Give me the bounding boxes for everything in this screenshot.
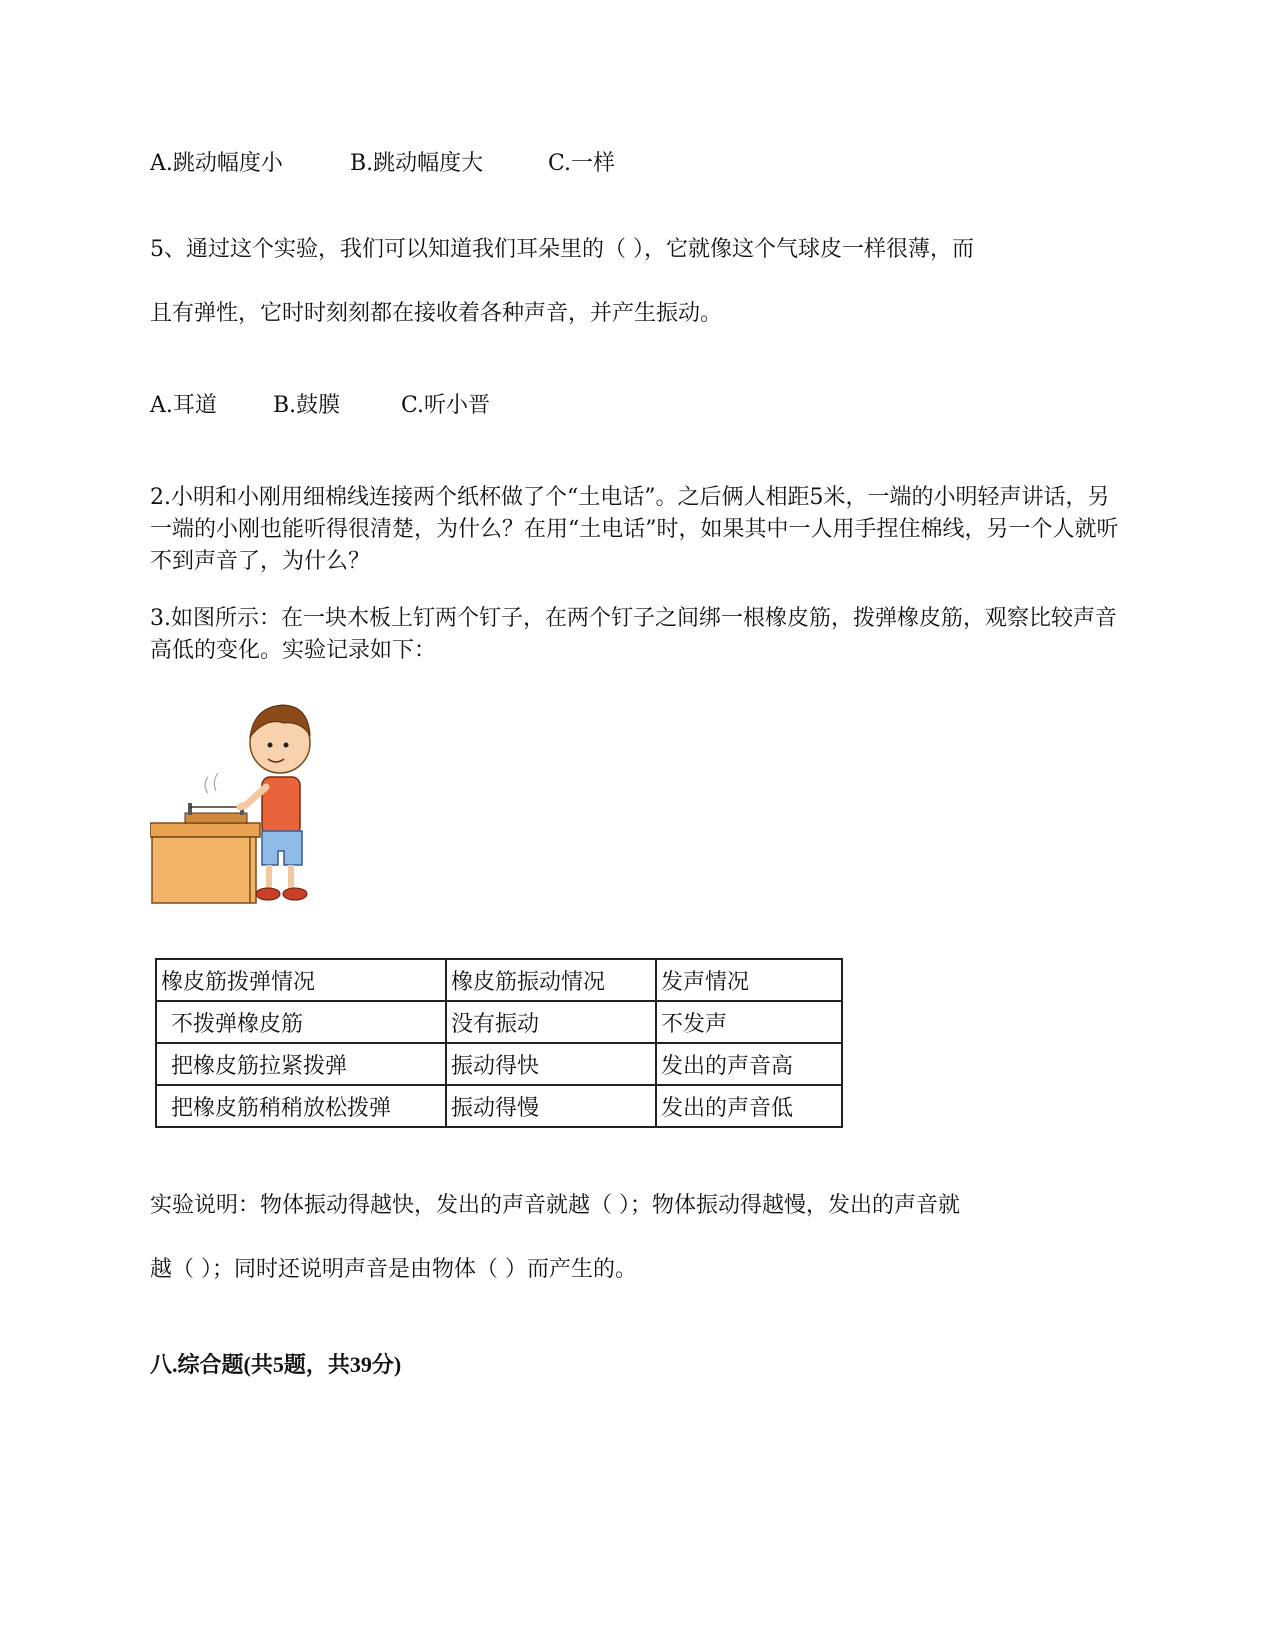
table-cell: 发出的声音低 xyxy=(656,1085,842,1127)
boy-shoe-right xyxy=(283,888,307,900)
table-cell: 发出的声音高 xyxy=(656,1043,842,1085)
table-body xyxy=(152,837,256,903)
table-row xyxy=(156,1043,842,1085)
table-cell: 振动得慢 xyxy=(446,1085,656,1127)
q5-option-c: C.听小晋 xyxy=(401,393,491,418)
question-2-text: 2.小明和小刚用细棉线连接两个纸杯做了个“土电话”。之后俩人相距5米，一端的小明轻声讲话，另一端的小刚也能听得很清楚，为什么？在用“土电话”时，如果其中一人用手捏住棉线，另一个人就听不到声音了，为什么？ xyxy=(150,485,1119,574)
table-top xyxy=(150,823,260,837)
q4-options xyxy=(150,148,615,180)
experiment-illustration xyxy=(150,695,315,905)
experiment-record-table xyxy=(155,958,843,1128)
q5-line-2: 且有弹性，它时时刻刻都在接收着各种声音，并产生振动。 xyxy=(150,301,723,326)
table-cell: 不拨弹橡皮筋 xyxy=(156,1001,446,1043)
table-header-row xyxy=(156,959,842,1001)
explanation-line-1: 实验说明：物体振动得越快，发出的声音就越（ ）；物体振动得越慢，发出的声音就 xyxy=(150,1193,960,1218)
wood-board xyxy=(185,813,247,823)
q5-option-a: A.耳道 xyxy=(150,393,217,418)
q4-option-c: C.一样 xyxy=(548,151,616,176)
q4-option-a: A.跳动幅度小 xyxy=(150,151,283,176)
q5-options xyxy=(150,390,490,422)
table-cell: 把橡皮筋稍稍放松拨弹 xyxy=(156,1085,446,1127)
table-cell: 不发声 xyxy=(656,1001,842,1043)
boy-shoe-left xyxy=(256,888,280,900)
table-row xyxy=(156,1085,842,1127)
table-row xyxy=(156,1001,842,1043)
boy-shorts xyxy=(262,831,302,865)
q4-option-b: B.跳动幅度大 xyxy=(350,151,484,176)
q5-line-1: 5、通过这个实验，我们可以知道我们耳朵里的（ ），它就像这个气球皮一样很薄，而 xyxy=(150,237,974,262)
table-header-cell: 橡皮筋拨弹情况 xyxy=(156,959,446,1001)
question-3-text: 3.如图所示：在一块木板上钉两个钉子，在两个钉子之间绑一根橡皮筋，拨弹橡皮筋，观察比较声音高低的变化。实验记录如下： xyxy=(150,606,1117,663)
table-cell: 没有振动 xyxy=(446,1001,656,1043)
q5-option-b: B.鼓膜 xyxy=(273,393,341,418)
explanation-line-2: 越（ ）；同时还说明声音是由物体（ ）而产生的。 xyxy=(150,1257,637,1282)
table-cell: 把橡皮筋拉紧拨弹 xyxy=(156,1043,446,1085)
nail-left xyxy=(188,803,192,815)
section-heading: 八.综合题(共5题，共39分) xyxy=(150,1352,402,1377)
table-cell: 振动得快 xyxy=(446,1043,656,1085)
table-header-cell: 橡皮筋振动情况 xyxy=(446,959,656,1001)
table-header-cell: 发声情况 xyxy=(656,959,842,1001)
